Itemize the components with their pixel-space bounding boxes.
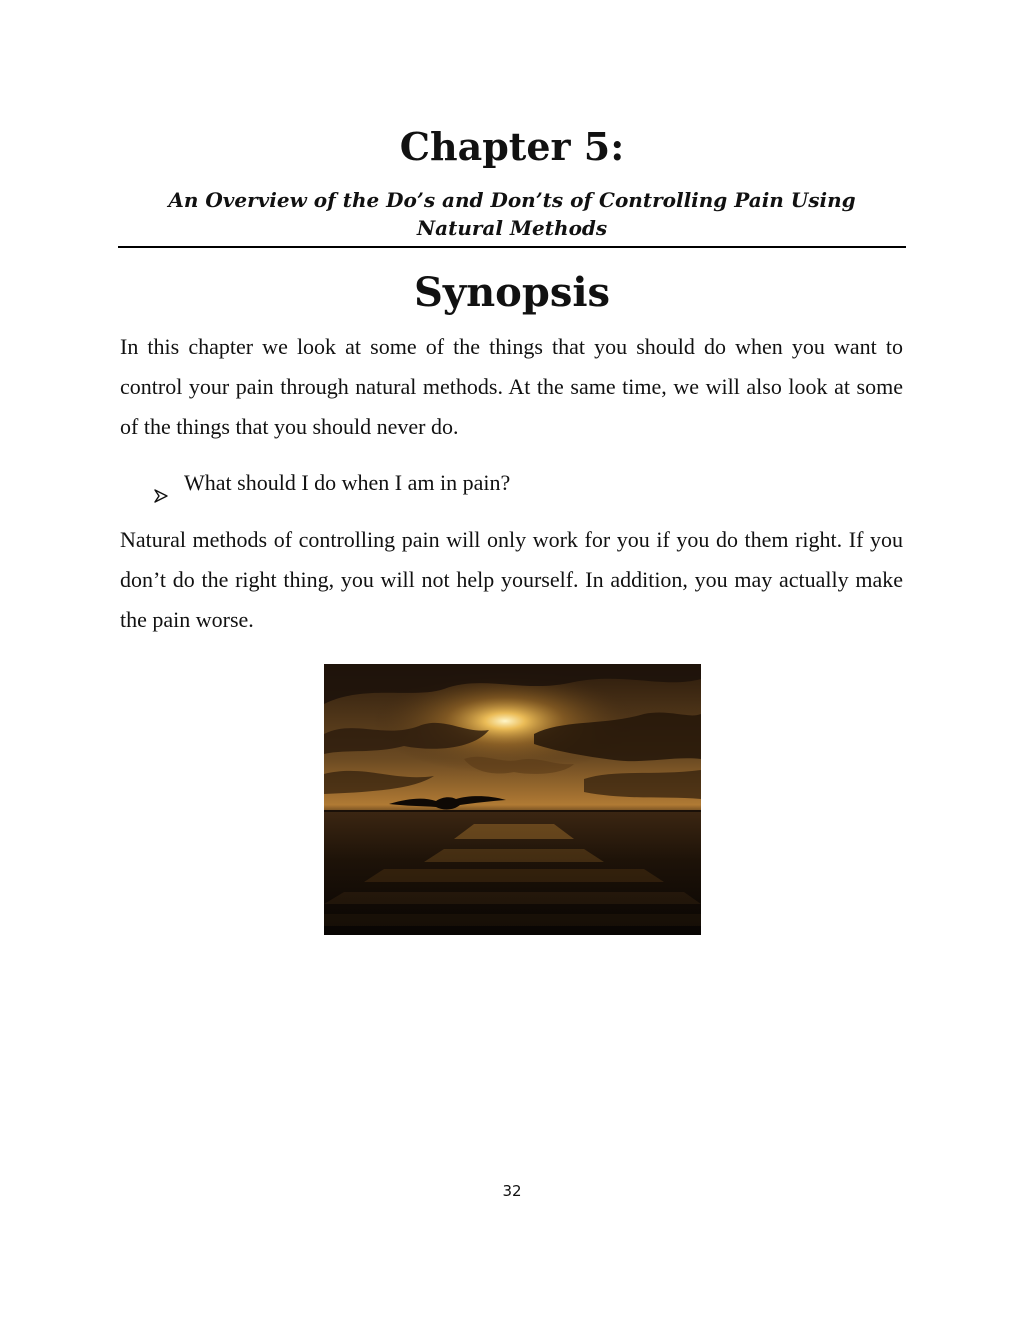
chapter-subtitle-line-1: An Overview of the Do’s and Don’ts of Controlling Pain Using	[168, 188, 856, 212]
heading-divider	[118, 246, 906, 248]
arrowhead-bullet-icon	[154, 476, 168, 490]
chapter-subtitle-line-2: Natural Methods	[416, 216, 608, 240]
bullet-item	[150, 463, 850, 503]
chapter-title: Chapter 5:	[399, 124, 625, 169]
page-number: 32	[502, 1182, 522, 1200]
section-heading: Synopsis	[413, 269, 611, 316]
bullet-text: What should I do when I am in pain?	[184, 470, 511, 495]
chapter-subtitle	[150, 186, 874, 242]
body-paragraph: Natural methods of controlling pain will only work for you if you do them right. If you don’t do the right thing, you will not help yourself. In addition, you may actually make the pain worse.	[120, 527, 903, 632]
sunset-over-sea-with-bird-image	[324, 664, 701, 935]
intro-paragraph: In this chapter we look at some of the things that you should do when you want to control your pain through natural methods. At the same time, we will also look at some of the things that you should never do.	[120, 334, 903, 439]
